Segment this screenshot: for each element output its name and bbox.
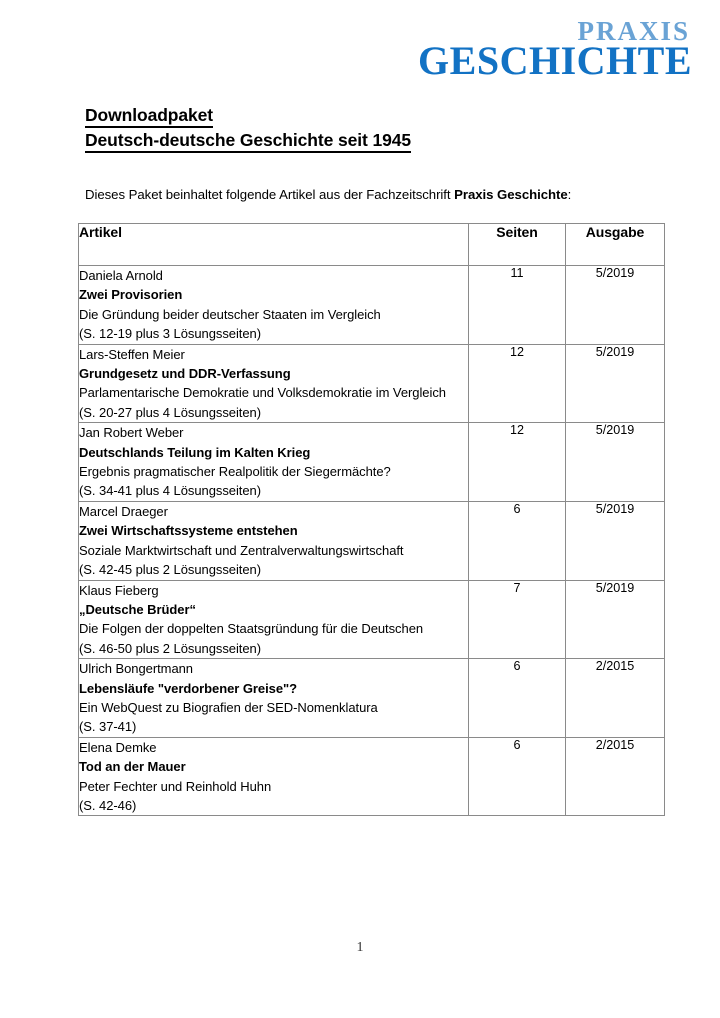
page-title-line-1-text: Downloadpaket xyxy=(85,105,213,128)
intro-prefix: Dieses Paket beinhaltet folgende Artikel aus der Fachzeitschrift xyxy=(85,187,455,202)
cell-artikel xyxy=(79,344,469,423)
article-title: Lebensläufe "verdorbener Greise"? xyxy=(79,680,298,696)
cell-ausgabe: 5/2019 xyxy=(566,266,665,345)
table-row xyxy=(79,659,665,738)
cell-seiten: 11 xyxy=(469,266,566,345)
article-pages-note: (S. 20-27 plus 4 Lösungsseiten) xyxy=(79,404,262,420)
cell-ausgabe: 5/2019 xyxy=(566,344,665,423)
page-title-line-1 xyxy=(85,103,645,128)
page-title-line-2-text: Deutsch-deutsche Geschichte seit 1945 xyxy=(85,130,411,153)
article-subtitle: Die Gründung beider deutscher Staaten im Vergleich xyxy=(79,306,381,322)
cell-artikel xyxy=(79,501,469,580)
article-subtitle: Ergebnis pragmatischer Realpolitik der Siegermächte? xyxy=(79,464,391,480)
table-row xyxy=(79,580,665,659)
article-author: Elena Demke xyxy=(79,739,157,755)
table-row xyxy=(79,737,665,816)
article-title: Tod an der Mauer xyxy=(79,759,186,775)
article-author: Marcel Draeger xyxy=(79,503,168,519)
cell-artikel xyxy=(79,659,469,738)
cell-seiten: 7 xyxy=(469,580,566,659)
page-number: 1 xyxy=(356,940,364,955)
cell-artikel xyxy=(79,266,469,345)
page-title xyxy=(85,103,645,153)
article-author: Daniela Arnold xyxy=(79,268,163,283)
articles-table xyxy=(78,223,665,816)
page-title-line-2 xyxy=(85,128,645,153)
cell-ausgabe: 5/2019 xyxy=(566,501,665,580)
table-row xyxy=(79,266,665,345)
articles-table-head xyxy=(79,224,665,266)
intro-suffix: : xyxy=(567,187,572,202)
cell-seiten: 6 xyxy=(469,659,566,738)
cell-ausgabe: 5/2019 xyxy=(566,423,665,502)
cell-ausgabe: 2/2015 xyxy=(566,737,665,816)
logo-line-praxis: PRAXIS xyxy=(577,16,690,46)
logo-line-geschichte: GESCHICHTE xyxy=(418,38,692,83)
intro-paragraph xyxy=(85,186,665,204)
cell-seiten: 6 xyxy=(469,501,566,580)
article-author: Ulrich Bongertmann xyxy=(79,661,193,677)
praxis-geschichte-logo xyxy=(418,18,692,81)
cell-seiten: 6 xyxy=(469,737,566,816)
table-row xyxy=(79,423,665,502)
article-pages-note: (S. 46-50 plus 2 Lösungsseiten) xyxy=(79,640,262,656)
cell-seiten: 12 xyxy=(469,344,566,423)
article-pages-note: (S. 34-41 plus 4 Lösungsseiten) xyxy=(79,483,262,499)
cell-ausgabe: 2/2015 xyxy=(566,659,665,738)
article-title: Deutschlands Teilung im Kalten Krieg xyxy=(79,444,311,460)
cell-seiten: 12 xyxy=(469,423,566,502)
cell-artikel xyxy=(79,737,469,816)
article-pages-note: (S. 42-45 plus 2 Lösungsseiten) xyxy=(79,562,262,578)
article-pages-note: (S. 37-41) xyxy=(79,719,137,735)
article-title: Zwei Provisorien xyxy=(79,287,183,303)
article-author: Klaus Fieberg xyxy=(79,582,159,598)
article-title: „Deutsche Brüder“ xyxy=(79,601,196,617)
article-subtitle: Parlamentarische Demokratie und Volksdemokratie im Vergleich xyxy=(79,385,446,401)
cell-artikel xyxy=(79,580,469,659)
intro-emphasis: Praxis Geschichte xyxy=(454,187,568,202)
table-row xyxy=(79,344,665,423)
article-title: Zwei Wirtschaftssysteme entstehen xyxy=(79,523,298,539)
article-author: Jan Robert Weber xyxy=(79,425,184,441)
table-row xyxy=(79,501,665,580)
article-pages-note: (S. 12-19 plus 3 Lösungsseiten) xyxy=(79,326,262,342)
column-header-seiten: Seiten xyxy=(469,224,566,266)
article-subtitle: Die Folgen der doppelten Staatsgründung für die Deutschen xyxy=(79,621,424,637)
table-header-row xyxy=(79,224,665,266)
article-title: Grundgesetz und DDR-Verfassung xyxy=(79,366,291,382)
article-pages-note: (S. 42-46) xyxy=(79,797,137,813)
article-subtitle: Peter Fechter und Reinhold Huhn xyxy=(79,778,272,794)
article-subtitle: Ein WebQuest zu Biografien der SED-Nomenklatura xyxy=(79,699,378,715)
cell-ausgabe: 5/2019 xyxy=(566,580,665,659)
articles-table-container xyxy=(78,223,661,816)
article-subtitle: Soziale Marktwirtschaft und Zentralverwaltungswirtschaft xyxy=(79,542,404,558)
articles-table-body xyxy=(79,266,665,816)
column-header-artikel: Artikel xyxy=(79,224,469,266)
column-header-ausgabe: Ausgabe xyxy=(566,224,665,266)
cell-artikel xyxy=(79,423,469,502)
article-author: Lars-Steffen Meier xyxy=(79,346,185,362)
